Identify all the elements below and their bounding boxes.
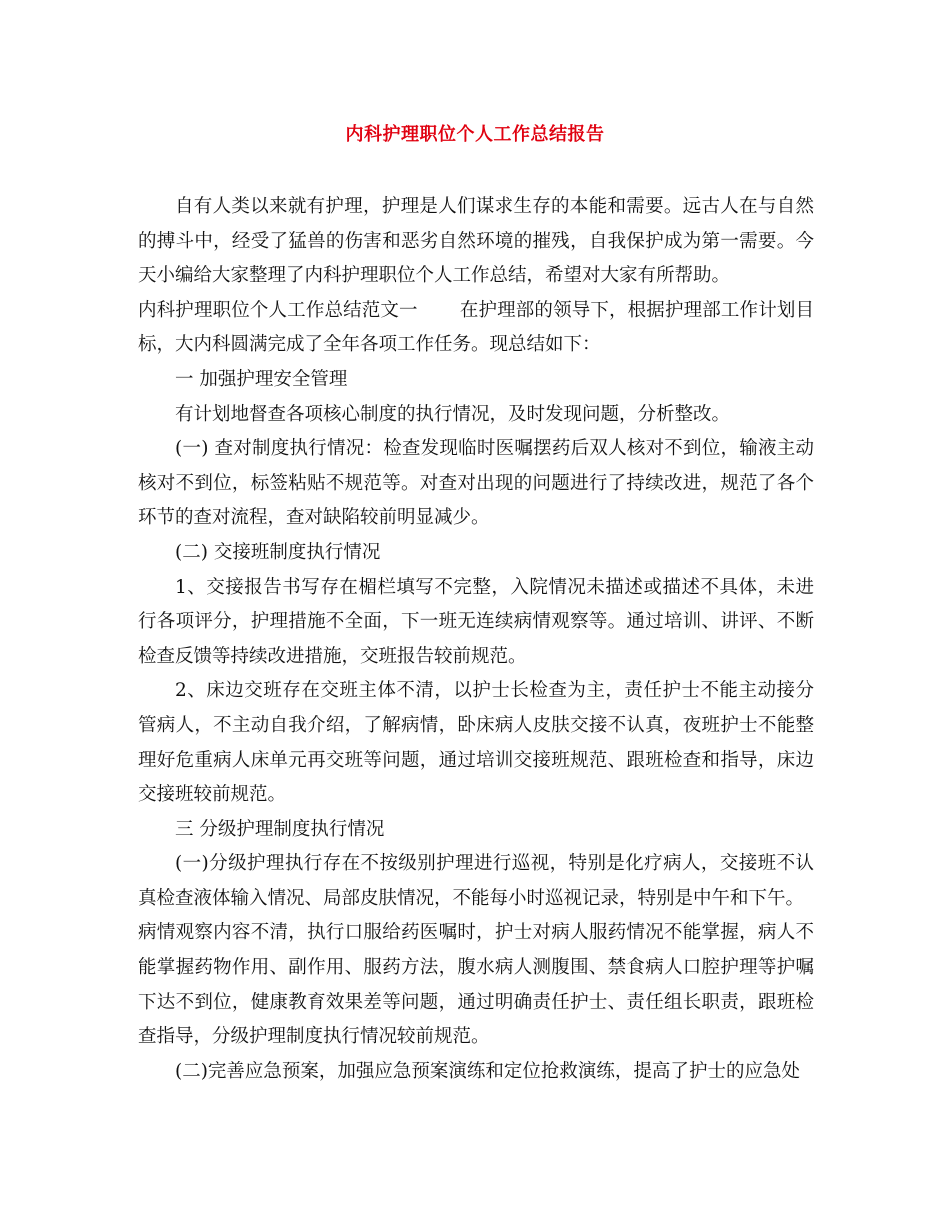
body-paragraph: (一)分级护理执行存在不按级别护理进行巡视，特别是化疗病人，交接班不认真检查液体输入情况、局部皮肤情况，不能每小时巡视记录，特别是中午和下午。 [138, 853, 814, 909]
sample-heading: 内科护理职位个人工作总结范文一 [138, 299, 418, 321]
sample-paragraph [138, 294, 814, 363]
section-heading-safety: 一 加强护理安全管理 [175, 368, 348, 390]
intro-paragraph: 自有人类以来就有护理，护理是人们谋求生存的本能和需要。远古人在与自然的搏斗中，经受了猛兽的伤害和恶劣自然环境的摧残，自我保护成为第一需要。今天小编给大家整理了内科护理职位个人工作总结，希望对大家有所帮助。 [138, 196, 814, 287]
body-paragraph-continued: 病情观察内容不清，执行口服给药医嘱时，护士对病人服药情况不能掌握，病人不能掌握药物作用、副作用、服药方法，腹水病人测腹围、禁食病人口腔护理等护嘱下达不到位，健康教育效果差等问题，通过明确责任护士、责任组长职责，跟班检查指导，分级护理制度执行情况较前规范。 [138, 922, 814, 1048]
body-paragraph: 2、床边交班存在交班主体不清，以护士长检查为主，责任护士不能主动接分管病人，不主动自我介绍，了解病情，卧床病人皮肤交接不认真，夜班护士不能整理好危重病人床单元再交班等问题，通过培训交接班规范、跟班检查和指导，床边交接班较前规范。 [138, 680, 814, 806]
sample-opening: 在护理部的领导下，根据护理部工作计划目标，大内科圆满完成了全年各项工作任务。现总结如下： [138, 299, 814, 356]
body-paragraph: 有计划地督查各项核心制度的执行情况，及时发现问题，分析整改。 [175, 403, 731, 425]
document-title: 内科护理职位个人工作总结报告 [345, 124, 605, 145]
body-paragraph: (一) 查对制度执行情况：检查发现临时医嘱摆药后双人核对不到位，输液主动核对不到位，标签粘贴不规范等。对查对出现的问题进行了持续改进，规范了各个环节的查对流程，查对缺陷较前明显减少。 [138, 438, 814, 529]
subsection-heading-handover: (二) 交接班制度执行情况 [175, 541, 381, 563]
body-paragraph: 1、交接报告书写存在楣栏填写不完整，入院情况未描述或描述不具体，未进行各项评分，护理措施不全面，下一班无连续病情观察等。通过培训、讲评、不断检查反馈等持续改进措施，交班报告较前规范。 [138, 576, 814, 667]
body-paragraph-truncated: (二)完善应急预案，加强应急预案演练和定位抢救演练，提高了护士的应急处 [175, 1060, 800, 1082]
section-heading-grading: 三 分级护理制度执行情况 [175, 818, 385, 840]
document-body [138, 190, 814, 1089]
